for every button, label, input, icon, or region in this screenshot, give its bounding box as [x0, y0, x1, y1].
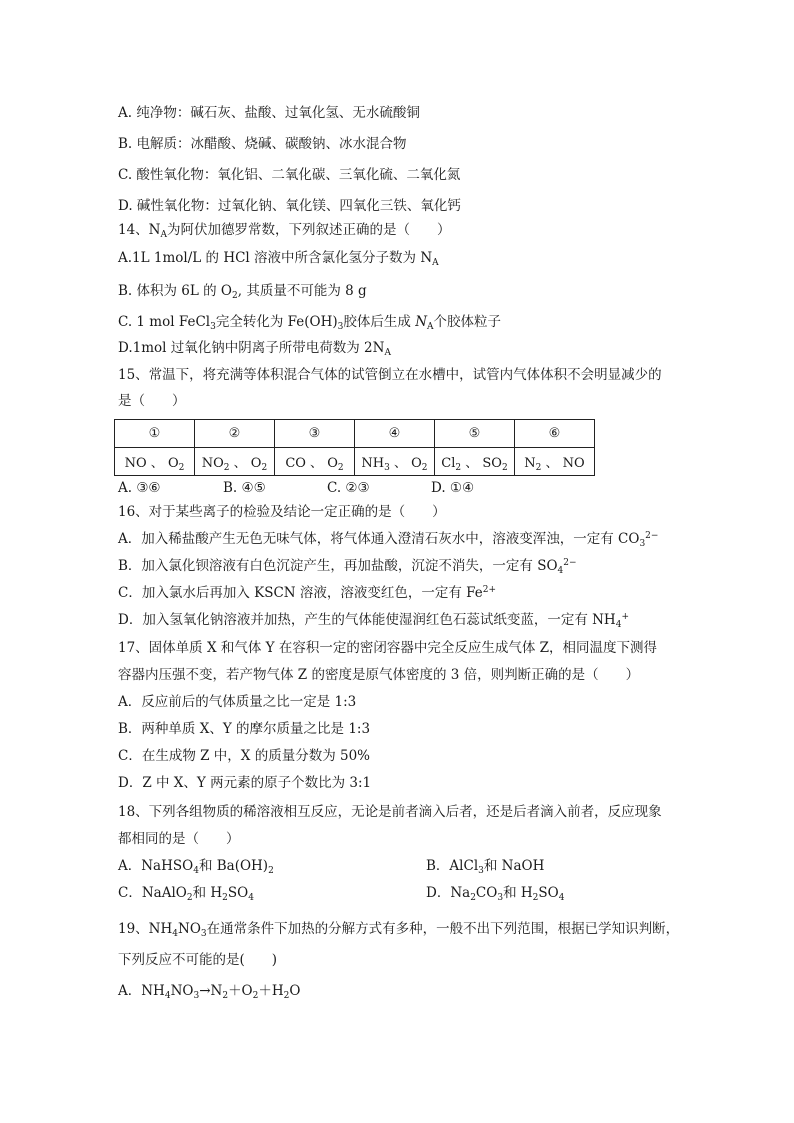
q15-option-a: A. ③⑥: [118, 480, 161, 496]
q16-option-c: C．加入氯水后再加入 KSCN 溶液，溶液变红色，一定有 $Fe^{2+}$: [118, 585, 497, 601]
q15-stem-line1: 15、常温下，将充满等体积混合气体的试管倒立在水槽中，试管内气体体积不会明显减少的: [118, 367, 662, 383]
q14-option-b: B. 体积为 6L 的 $O_2$, 其质量不可能为 8 g: [118, 283, 367, 301]
q13-option-a: A. 纯净物：碱石灰、盐酸、过氧化氢、无水硫酸铜: [118, 105, 420, 121]
q18-option-d: D．$Na_2CO_3$和 $H_2SO_4$: [426, 885, 565, 903]
table-cell: CO 、 $O_2$: [275, 448, 355, 476]
table-cell: $N_2$ 、 NO: [515, 448, 595, 476]
table-header-cell: ⑥: [515, 420, 595, 448]
q15-stem-line2: 是（ ）: [118, 393, 186, 409]
table-cell: $NO_2$ 、 $O_2$: [194, 448, 274, 476]
q14-option-c: C. 1 mol FeCl$_3$完全转化为 $Fe(OH)_3$胶体后生成 $N_A$个胶体粒子: [118, 314, 501, 332]
table-header-cell: ②: [194, 420, 274, 448]
q16-option-b: B．加入氯化钡溶液有白色沉淀产生，再加盐酸，沉淀不消失，一定有 $SO_4^{2-}$: [118, 558, 577, 576]
q15-option-d: D. ①④: [431, 480, 475, 496]
q13-option-c: C. 酸性氧化物：氧化铝、二氧化碳、三氧化硫、二氧化氮: [118, 167, 461, 183]
table-cell: $Cl_2$ 、 $SO_2$: [434, 448, 514, 476]
q16-stem: 16、对于某些离子的检验及结论一定正确的是（ ）: [118, 504, 446, 520]
q17-option-b: B．两种单质 X、Y 的摩尔质量之比是 1:3: [118, 721, 371, 737]
table-header-cell: ④: [354, 420, 434, 448]
q13-option-b: B. 电解质：冰醋酸、烧碱、碳酸钠、冰水混合物: [118, 136, 407, 152]
q16-option-a: A．加入稀盐酸产生无色无味气体，将气体通入澄清石灰水中，溶液变浑浊，一定有 $CO_3^{2-}$: [118, 531, 659, 549]
q14-stem: 14、$N_A$为阿伏加德罗常数，下列叙述正确的是（ ）: [118, 222, 451, 240]
q15-option-b: B. ④⑤: [223, 480, 266, 496]
q17-option-c: C．在生成物 Z 中，X 的质量分数为 50%: [118, 748, 370, 764]
q14-option-a: A.1L 1mol/L 的 HCl 溶液中所含氯化氢分子数为 $N_A$: [118, 250, 439, 268]
table-header-cell: ③: [275, 420, 355, 448]
table-cell: NO 、 $O_2$: [115, 448, 195, 476]
q17-option-a: A．反应前后的气体质量之比一定是 1:3: [118, 694, 357, 710]
q15-option-c: C. ②③: [327, 480, 370, 496]
q17-stem-line2: 容器内压强不变，若产物气体 Z 的密度是原气体密度的 3 倍，则判断正确的是（ ）: [118, 667, 640, 683]
q18-option-c: C．NaAlO$_2$和 $H_2SO_4$: [118, 885, 254, 903]
q18-stem-line2: 都相同的是（ ）: [118, 831, 240, 847]
q13-option-d: D. 碱性氧化物：过氧化钠、氧化镁、四氧化三铁、氧化钙: [118, 198, 461, 214]
q19-stem-line1: 19、$NH_4NO_3$在通常条件下加热的分解方式有多种，一般不出下列范围，根据已学知识判断，: [118, 921, 680, 939]
q17-stem-line1: 17、固体单质 X 和气体 Y 在容积一定的密闭容器中完全反应生成气体 Z，相同温度下测得: [118, 640, 658, 656]
gas-mixture-table: [114, 419, 595, 476]
q19-option-a: A．$NH_4NO_3\to N_2+O_2+H_2O$: [118, 983, 301, 1001]
table-header-row: [115, 420, 595, 448]
table-header-cell: ⑤: [434, 420, 514, 448]
q19-stem-line2: 下列反应不可能的是( ): [118, 952, 278, 968]
q17-option-d: D．Z 中 X、Y 两元素的原子个数比为 3:1: [118, 775, 372, 791]
q16-option-d: D．加入氢氧化钠溶液并加热，产生的气体能使湿润红色石蕊试纸变蓝，一定有 $NH_4^+$: [118, 612, 629, 630]
table-row: [115, 448, 595, 476]
table-header-cell: ①: [115, 420, 195, 448]
q14-option-d: D.1mol 过氧化钠中阴离子所带电荷数为 $2N_A$: [118, 340, 391, 358]
q18-stem-line1: 18、下列各组物质的稀溶液相互反应，无论是前者滴入后者，还是后者滴入前者，反应现象: [118, 804, 662, 820]
table-cell: $NH_3$ 、 $O_2$: [354, 448, 434, 476]
q18-option-b: B．AlCl$_3$和 NaOH: [426, 858, 545, 876]
q18-option-a: A．NaHSO$_4$和 $Ba(OH)_2$: [118, 858, 274, 876]
